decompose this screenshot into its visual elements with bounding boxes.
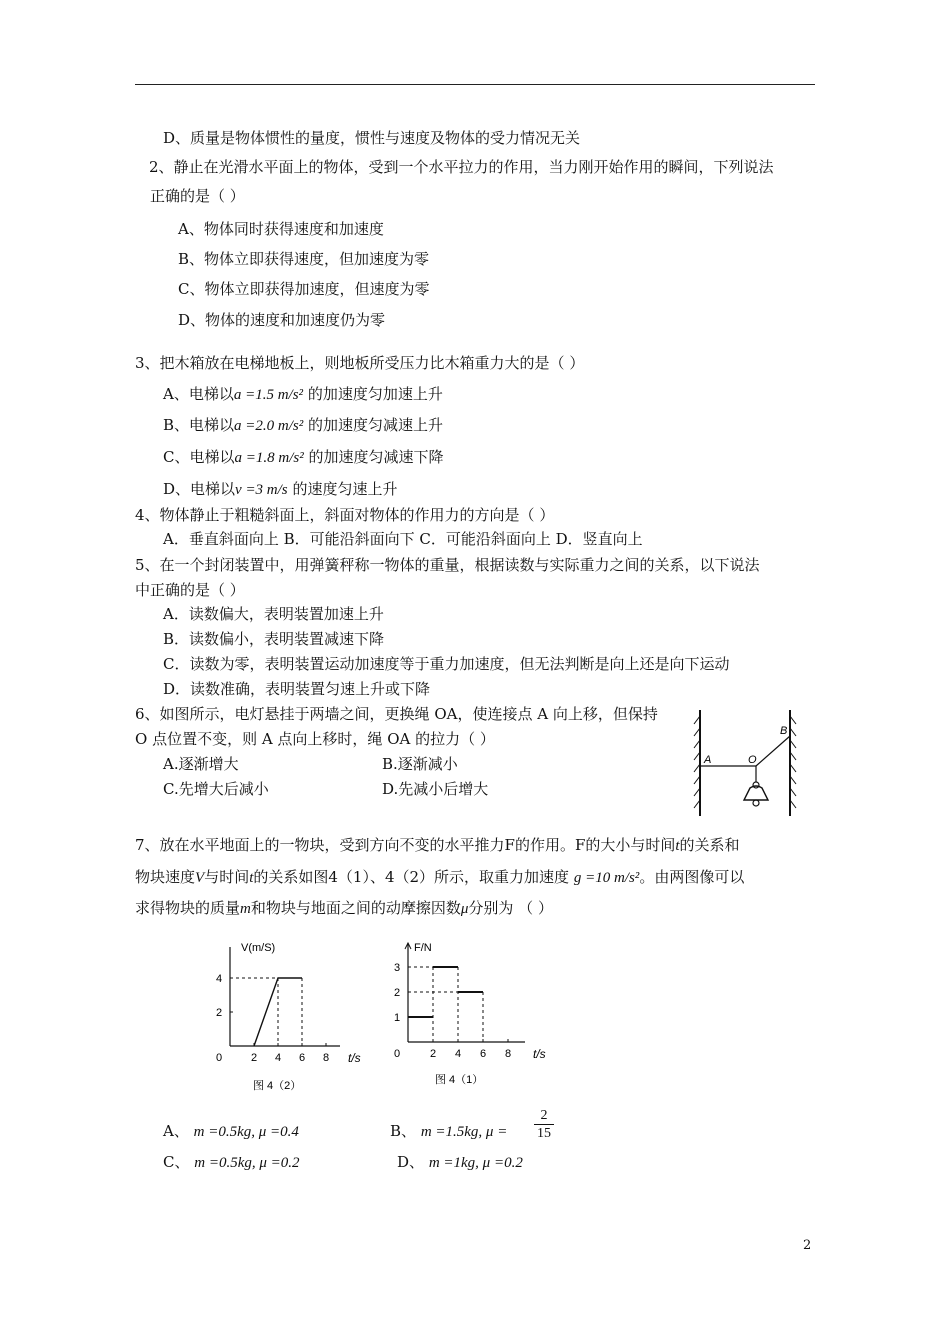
q7-stem-line2: 物块速度V与时间t的关系如图4（1）、4（2）所示，取重力加速度 g =10 m/s²。由两图像可以 [135,868,745,886]
y-tick-label: 1 [394,1012,401,1024]
lamp-diagram [690,706,802,820]
y-tick-label: 4 [216,973,223,985]
q5-option-a: A．读数偏大，表明装置加速上升 [163,605,384,623]
y-axis-label: F/N [414,942,432,954]
x-tick-label: 6 [299,1052,306,1064]
q3-d-math: v =3 m/s [235,482,288,498]
q3-b-math: a =2.0 m/s² [234,418,304,434]
q2-option-b: B、物体立即获得速度，但加速度为零 [178,250,430,268]
x-tick-label: 4 [455,1048,462,1060]
lamp-knob [753,782,759,788]
y-axis-label: V(m/S) [241,942,276,954]
q2-stem-line2: 正确的是（ ） [150,187,245,205]
fig-label-B: B [780,725,788,737]
y-tick-label: 2 [216,1007,223,1019]
q3-option-a: A、电梯以a =1.5 m/s² 的加速度匀加速上升 [163,385,443,403]
q6-stem-line2: O 点位置不变，则 A 点向上移时，绳 OA 的拉力（ ） [135,730,495,748]
header-rule [135,84,815,85]
q5-stem-line2: 中正确的是（ ） [135,581,245,599]
x-tick-label: 8 [505,1048,512,1060]
q4-options: A．垂直斜面向上 B．可能沿斜面向下 C．可能沿斜面向上 D．竖直向上 [163,530,643,548]
q7-b-fraction [534,1107,554,1142]
q6-stem-line1: 6、如图所示，电灯悬挂于两墙之间，更换绳 OA，使连接点 A 向上移，但保持 [135,705,658,723]
q5-option-d: D．读数准确，表明装置匀速上升或下降 [163,680,431,698]
q7-stem-line1: 7、放在水平地面上的一物块，受到方向不变的水平推力F的作用。F的大小与时间t的关系和 [135,836,740,854]
x-tick-label: 2 [251,1052,258,1064]
q7-c-math: m =0.5kg, μ =0.2 [194,1155,300,1171]
q2-option-c: C、物体立即获得加速度，但速度为零 [178,280,430,298]
velocity-time-chart [205,935,365,1095]
q7-stem-line3: 求得物块的质量m和物块与地面之间的动摩擦因数μ分别为 （ ） [135,899,553,917]
rope-OB [756,736,790,766]
x-tick-label: 8 [323,1052,330,1064]
q6-option-d: D.先减小后增大 [382,780,489,798]
lamp-bulb [753,800,759,806]
q7-a-math: m =0.5kg, μ =0.4 [193,1124,299,1140]
x-tick-label: 0 [216,1052,223,1064]
q7-option-c: C、 m =0.5kg, μ =0.2 [163,1153,300,1171]
x-tick-label: 6 [480,1048,487,1060]
fraction-denominator: 15 [534,1124,554,1142]
velocity-series-line [254,978,302,1046]
fig-label-A: A [704,754,712,766]
q7-option-a: A、 m =0.5kg, μ =0.4 [163,1122,299,1140]
fig-label-O: O [748,754,757,766]
q3-option-b: B、电梯以a =2.0 m/s² 的加速度匀减速上升 [163,416,444,434]
q2-stem-line1: 2、静止在光滑水平面上的物体，受到一个水平拉力的作用，当力刚开始作用的瞬间，下列说法 [149,158,774,176]
q7-d-math: m =1kg, μ =0.2 [428,1155,523,1171]
q5-stem-line1: 5、在一个封闭装置中，用弹簧秤称一物体的重量，根据读数与实际重力之间的关系，以下说法 [135,556,760,574]
q5-option-c: C．读数为零，表明装置运动加速度等于重力加速度，但无法判断是向上还是向下运动 [163,655,730,673]
page-number: 2 [803,1238,812,1253]
q1-option-d: D、质量是物体惯性的量度，惯性与速度及物体的受力情况无关 [163,129,581,147]
x-axis-label: t/s [348,1051,361,1065]
y-tick-label: 2 [394,987,401,999]
force-time-chart [385,935,555,1095]
q3-a-math: a =1.5 m/s² [233,387,304,403]
chart-caption: 图 4（1） [435,1074,484,1086]
q3-c-math: a =1.8 m/s² [234,450,304,466]
x-axis-label: t/s [533,1047,546,1061]
q3-stem: 3、把木箱放在电梯地板上，则地板所受压力比木箱重力大的是（ ） [135,354,585,372]
q6-option-c: C.先增大后减小 [163,780,269,798]
x-tick-label: 4 [275,1052,282,1064]
q5-option-b: B．读数偏小，表明装置减速下降 [163,630,385,648]
chart-caption: 图 4（2） [253,1080,302,1092]
q7-option-d: D、 m =1kg, μ =0.2 [397,1153,523,1171]
q7-b-math: m =1.5kg, μ = [420,1124,508,1140]
q6-option-b: B.逐渐减小 [382,755,458,773]
fraction-numerator: 2 [540,1108,548,1123]
x-tick-label: 0 [394,1048,401,1060]
q6-option-a: A.逐渐增大 [163,755,239,773]
q3-option-d: D、电梯以v =3 m/s 的速度匀速上升 [163,480,398,498]
y-tick-label: 3 [394,962,401,974]
q3-option-c: C、电梯以a =1.8 m/s² 的加速度匀减速下降 [163,448,444,466]
q2-option-d: D、物体的速度和加速度仍为零 [178,311,386,329]
q2-option-a: A、物体同时获得速度和加速度 [178,220,384,238]
q4-stem: 4、物体静止于粗糙斜面上，斜面对物体的作用力的方向是（ ） [135,506,555,524]
q7-option-b: B、 m =1.5kg, μ = [390,1122,508,1140]
x-tick-label: 2 [430,1048,437,1060]
